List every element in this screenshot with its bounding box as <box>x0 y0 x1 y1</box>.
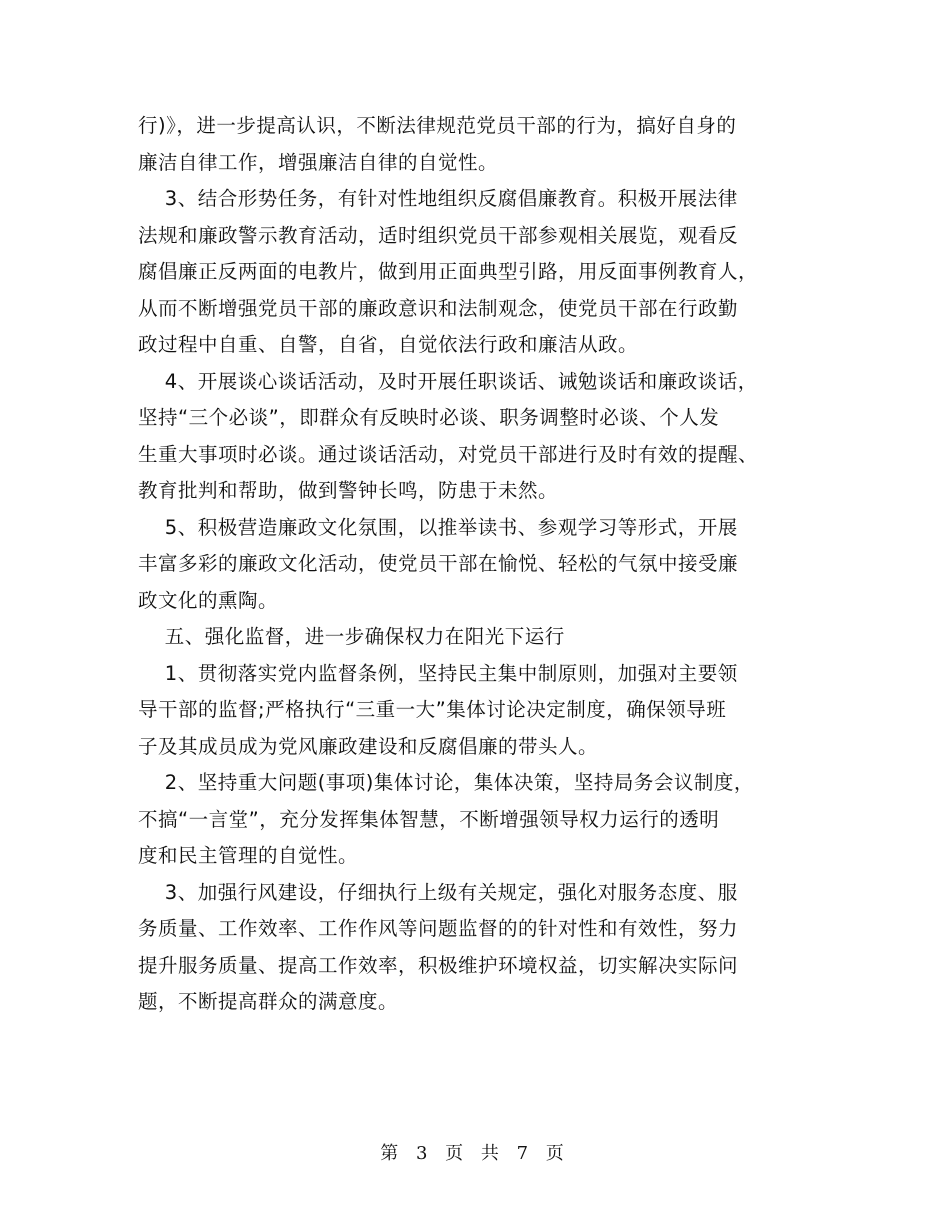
text-line: 提升服务质量、提高工作效率，积极维护环境权益，切实解决实际问 <box>138 953 739 977</box>
text-line: 法规和廉政警示教育活动，适时组织党员干部参观相关展览，观看反 <box>138 223 739 247</box>
text-line: 廉洁自律工作，增强廉洁自律的自觉性。 <box>138 150 499 174</box>
text-line: 政文化的熏陶。 <box>138 588 279 612</box>
text-line: 4、开展谈心谈话活动，及时开展任职谈话、诫勉谈话和廉政谈话， <box>138 369 758 393</box>
text-line: 腐倡廉正反两面的电教片，做到用正面典型引路，用反面事例教育人， <box>138 260 759 283</box>
text-line: 丰富多彩的廉政文化活动，使党员干部在愉悦、轻松的气氛中接受廉 <box>138 552 739 575</box>
text-line: 教育批判和帮助，做到警钟长鸣，防患于未然。 <box>138 479 559 502</box>
text-line: 子及其成员成为党风廉政建设和反腐倡廉的带头人。 <box>138 734 599 758</box>
text-line: 度和民主管理的自觉性。 <box>138 844 359 867</box>
text-line: 从而不断增强党员干部的廉政意识和法制观念，使党员干部在行政勤 <box>138 296 739 320</box>
document-body <box>138 108 813 1021</box>
text-line: 生重大事项时必谈。通过谈话活动，对党员干部进行及时有效的提醒、 <box>138 442 759 466</box>
text-line: 1、贯彻落实党内监督条例，坚持民主集中制原则，加强对主要领 <box>138 661 738 685</box>
text-line: 3、加强行风建设，仔细执行上级有关规定，强化对服务态度、服 <box>138 880 738 904</box>
text-line: 不搞“一言堂”，充分发挥集体智慧，不断增强领导权力运行的透明 <box>138 807 720 831</box>
text-line: 2、坚持重大问题(事项)集体讨论，集体决策，坚持局务会议制度， <box>138 771 754 794</box>
page-number-footer: 第 3 页 共 7 页 <box>380 1143 570 1164</box>
text-line: 5、积极营造廉政文化氛围，以推举读书、参观学习等形式，开展 <box>138 515 738 539</box>
text-line: 导干部的监督;严格执行“三重一大”集体讨论决定制度，确保领导班 <box>138 698 727 721</box>
text-line: 五、强化监督，进一步确保权力在阳光下运行 <box>138 625 565 648</box>
text-line: 务质量、工作效率、工作作风等问题监督的的针对性和有效性，努力 <box>138 917 739 940</box>
text-line: 政过程中自重、自警，自省，自觉依法行政和廉洁从政。 <box>138 333 639 356</box>
text-line: 3、结合形势任务，有针对性地组织反腐倡廉教育。积极开展法律 <box>138 187 738 210</box>
text-line: 题，不断提高群众的满意度。 <box>138 990 399 1013</box>
text-line: 坚持“三个必谈”，即群众有反映时必谈、职务调整时必谈、个人发 <box>138 406 720 429</box>
text-line: 行)》，进一步提高认识，不断法律规范党员干部的行为，搞好自身的 <box>138 114 737 137</box>
